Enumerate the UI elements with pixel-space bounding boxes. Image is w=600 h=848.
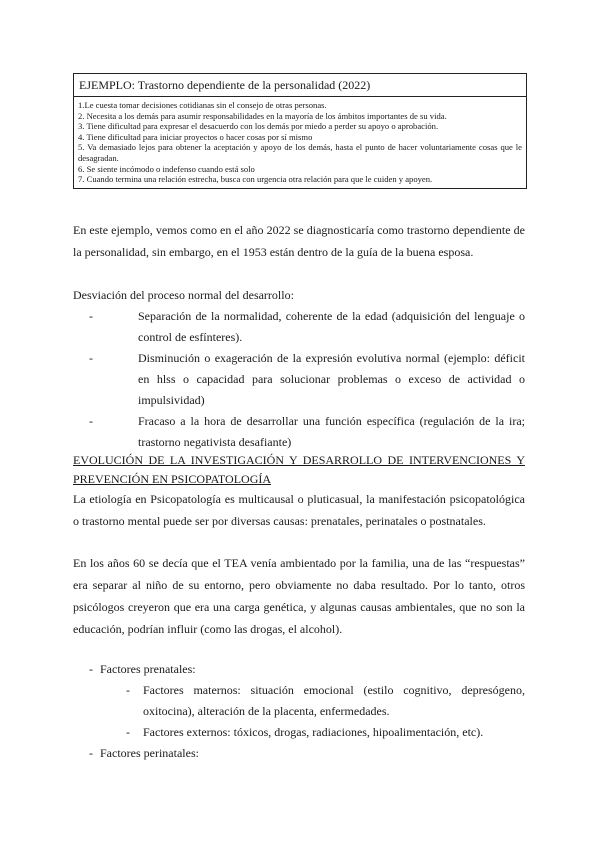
list-item-text: Factores maternos: situación emocional (estilo cognitivo, depresógeno, oxitocina), alteración de la placenta, enfermedades. — [143, 683, 525, 718]
paragraph-tea: En los años 60 se decía que el TEA venía ambientado por la familia, una de las “respuestas” era separar al niño de su entorno, pero obviamente no daba resultado. Por lo tanto, otros psicólogos creyeron que era una carga genética, y algunas causas ambientales, que no son la educación, podrían influir (como las drogas, el alcohol). — [73, 556, 525, 636]
criteria-item: 4. Tiene dificultad para iniciar proyectos o hacer cosas por sí mismo — [78, 131, 313, 142]
example-criteria-list — [74, 97, 526, 188]
list-item-text: Separación de la normalidad, coherente de la edad (adquisición del lenguaje o control de esfínteres). — [138, 309, 525, 344]
dash-marker: - — [89, 309, 93, 323]
dash-marker: - — [126, 683, 130, 697]
criteria-item: 6. Se siente incómodo o indefenso cuando está solo — [78, 163, 255, 174]
list-item-text: Factores externos: tóxicos, drogas, radiaciones, hipoalimentación, etc). — [143, 725, 484, 739]
dash-marker: - — [89, 746, 93, 760]
criteria-item: 1.Le cuesta tomar decisiones cotidianas sin el consejo de otras personas. — [78, 100, 327, 110]
sub-list-item — [73, 722, 525, 743]
list-item — [73, 306, 525, 348]
example-table — [73, 73, 527, 189]
list-item — [73, 411, 525, 453]
list-item-text: Factores perinatales: — [100, 746, 199, 760]
example-title: EJEMPLO: Trastorno dependiente de la personalidad (2022) — [74, 74, 526, 97]
list-item-text: Disminución o exageración de la expresión evolutiva normal (ejemplo: déficit en hlss o capacidad para solucionar problemas o exceso de actividad o impulsividad) — [138, 351, 525, 407]
dash-marker: - — [89, 414, 93, 428]
sub-list-item — [73, 680, 525, 722]
criteria-item: 2. Necesita a los demás para asumir responsabilidades en la mayoría de los ámbitos importantes de su vida. — [78, 110, 447, 121]
list-item-text: Factores prenatales: — [100, 662, 196, 676]
list-item — [73, 659, 525, 680]
desviacion-intro: Desviación del proceso normal del desarrollo: — [73, 288, 294, 302]
criteria-item: 7. Cuando termina una relación estrecha, busca con urgencia otra relación para que le cuiden y apoyen. — [78, 174, 433, 185]
factores-list — [73, 659, 525, 764]
dash-marker: - — [89, 351, 93, 365]
desviacion-list — [73, 306, 525, 453]
paragraph-example-note: En este ejemplo, vemos como en el año 2022 se diagnosticaría como trastorno dependiente de la personalidad, sin embargo, en el 1953 están dentro de la guía de la buena esposa. — [73, 223, 525, 259]
list-item — [73, 743, 525, 764]
criteria-item: 5. Va demasiado lejos para obtener la aceptación y apoyo de los demás, hasta el punto de hacer voluntariamente cosas que le desagradan. — [78, 142, 522, 163]
paragraph-etiologia: La etiología en Psicopatología es multicausal o pluticasual, la manifestación psicopatológica o trastorno mental puede ser por diversas causas: prenatales, perinatales o postnatales. — [73, 492, 525, 528]
list-item — [73, 348, 525, 411]
section-heading: EVOLUCIÓN DE LA INVESTIGACIÓN Y DESARROLLO DE INTERVENCIONES Y PREVENCIÓN EN PSICOPATOLOGÍA — [73, 453, 525, 486]
dash-marker: - — [126, 725, 130, 739]
dash-marker: - — [89, 662, 93, 676]
list-item-text: Fracaso a la hora de desarrollar una función específica (regulación de la ira; trastorno negativista desafiante) — [138, 414, 525, 449]
criteria-item: 3. Tiene dificultad para expresar el desacuerdo con los demás por miedo a perder su apoyo o aprobación. — [78, 121, 439, 132]
